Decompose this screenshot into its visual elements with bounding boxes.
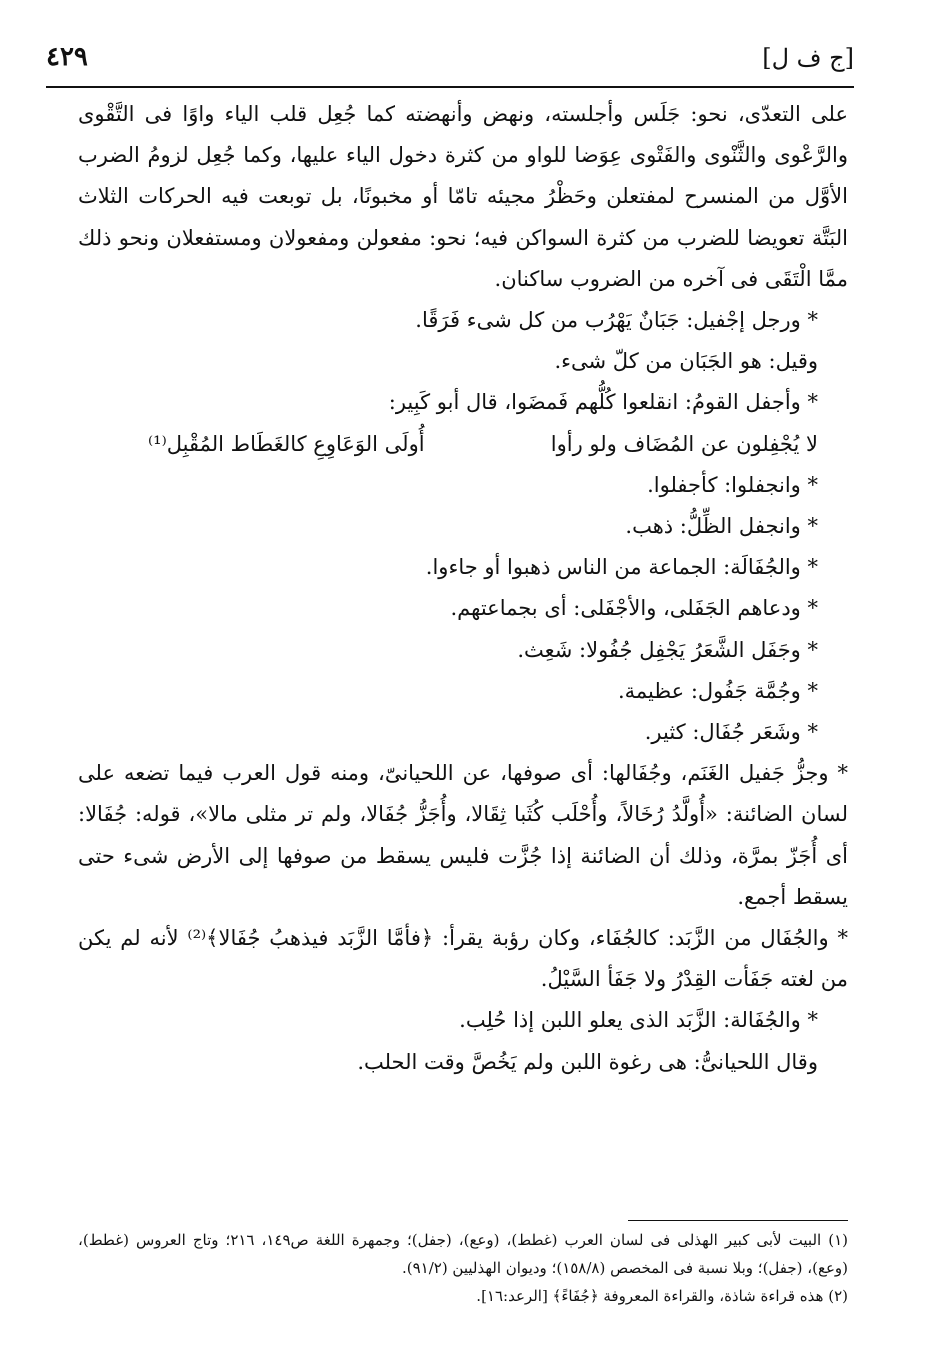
entry-ajfala: * وأجفل القومُ: انقلعوا كُلُّهم فَمضَوا، قال أبو كَبِير: [388, 390, 818, 415]
intro-paragraph: على التعدّى، نحو: جَلَس وأجلسته، ونهض وأنهضته كما جُعِل قلب الياء واوًا فى التَّقْوى والرَّعْوى والثَّنْوى والفَتْوى عِوَضا للواو من كثرة دخول الياء عليها، وكما جُعِل لزومُ الضرب الأوَّل من المنسرح لمفتعلن وحَظْرُ مجيئه تامّا أو مخبونًا، بل توبعت فيه الحركات الثلاث البَتَّة تعويضا للضرب من كثرة السواكن فيه؛ نحو: مفعولن ومفعولان ومستفعلان ونحو ذلك ممَّا الْتَقَى فى آخره من الضروب ساكنان. [78, 102, 848, 291]
entry-line: * ودعاهم الجَفَلى، والأجْفَلى: أى بجماعتهم. [450, 596, 818, 621]
header-rule [46, 86, 854, 88]
footnotes [78, 1226, 848, 1310]
verse-first-hemistich: لا يُجْفِلون عن المُضَاف ولو رأوا [550, 431, 818, 456]
entry-line: * وجَفَل الشَّعَرُ يَجْفِل جُفُولا: شَعِث. [517, 637, 818, 662]
footnote-rule [628, 1220, 848, 1221]
entry-line: * والجُفَالة: الزَّبَد الذى يعلو اللبن إذا حُلِب. [459, 1008, 818, 1033]
footnote-1: (١) البيت لأبى كبير الهذلى فى لسان العرب (غطط)، (وعع)، (جفل)؛ وجمهرة اللغة ص١٤٩، ٢١٦؛ وتاج العروس (غطط)، (وعع)، (جفل)؛ وبلا نسبة فى المخصص (١٥٨/٨)؛ وديوان الهذليين (٩١/٢). [78, 1231, 848, 1277]
poetry-verse [78, 424, 848, 465]
entry-line: * وشَعَر جُفَال: كثير. [644, 720, 818, 745]
wool-paragraph: * وجزُّ جَفيل الغَنَم، وجُفَالها: أى صوفها، عن اللحيانىّ، ومنه قول العرب فيما تضعه على لسان الضائنة: «أُولَّدُ رُخَالاً، وأُحْلَب كُثَبا ثِقَالا، وأُجَزُّ جُفَالا، ولم تر مثلى مالا»، قوله: جُفَالا: أى أُجَزّ بمرَّة، وذلك أن الضائنة إذا جُزَّت فليس يسقط من صوفها إلى الأرض شىء حتى يسقط أجمع. [78, 761, 848, 909]
main-text [78, 94, 848, 1083]
footnote-2: (٢) هذه قراءة شاذة، والقراءة المعروفة ﴿جُفَاءً﴾ [الرعد:١٦]. [476, 1287, 848, 1305]
entry-line: * والجُفَالَة: الجماعة من الناس ذهبوا أو جاءوا. [425, 555, 818, 580]
entry-line: وقال اللحيانىُّ: هى رغوة اللبن ولم يَخُصَّ وقت الحلب. [357, 1049, 818, 1074]
entry-line: * وانجفلوا: كأجفلوا. [647, 472, 818, 497]
entry-line: * وانجفل الظِّلُّ: ذهب. [625, 514, 818, 539]
entry-ijfil: * ورجل إجْفيل: جَبَانٌ يَهْرُب من كل شىء فَرَقًا. [415, 308, 818, 333]
page-number: ٤٢٩ [46, 42, 88, 72]
root-letters-header: [ج ف ل] [762, 44, 854, 72]
entry-qila: وقيل: هو الجَبَان من كلّ شىء. [554, 349, 818, 374]
entry-line: * وجُمَّة جَفُول: عظيمة. [617, 678, 818, 703]
froth-paragraph: * والجُفَال من الزَّبَد: كالجُفَاء، وكان رؤبة يقرأ: ﴿فأمَّا الزَّبَد فيذهبُ جُفَالا﴾⁽²⁾ لأنه لم يكن من لغته جَفَأت القِدْرُ ولا جَفَأ السَّيْلُ. [78, 926, 848, 992]
verse-second-hemistich: أُولَى الوَعَاوِعِ كالغَطَاط المُقْبِل⁽¹⁾ [148, 431, 425, 456]
